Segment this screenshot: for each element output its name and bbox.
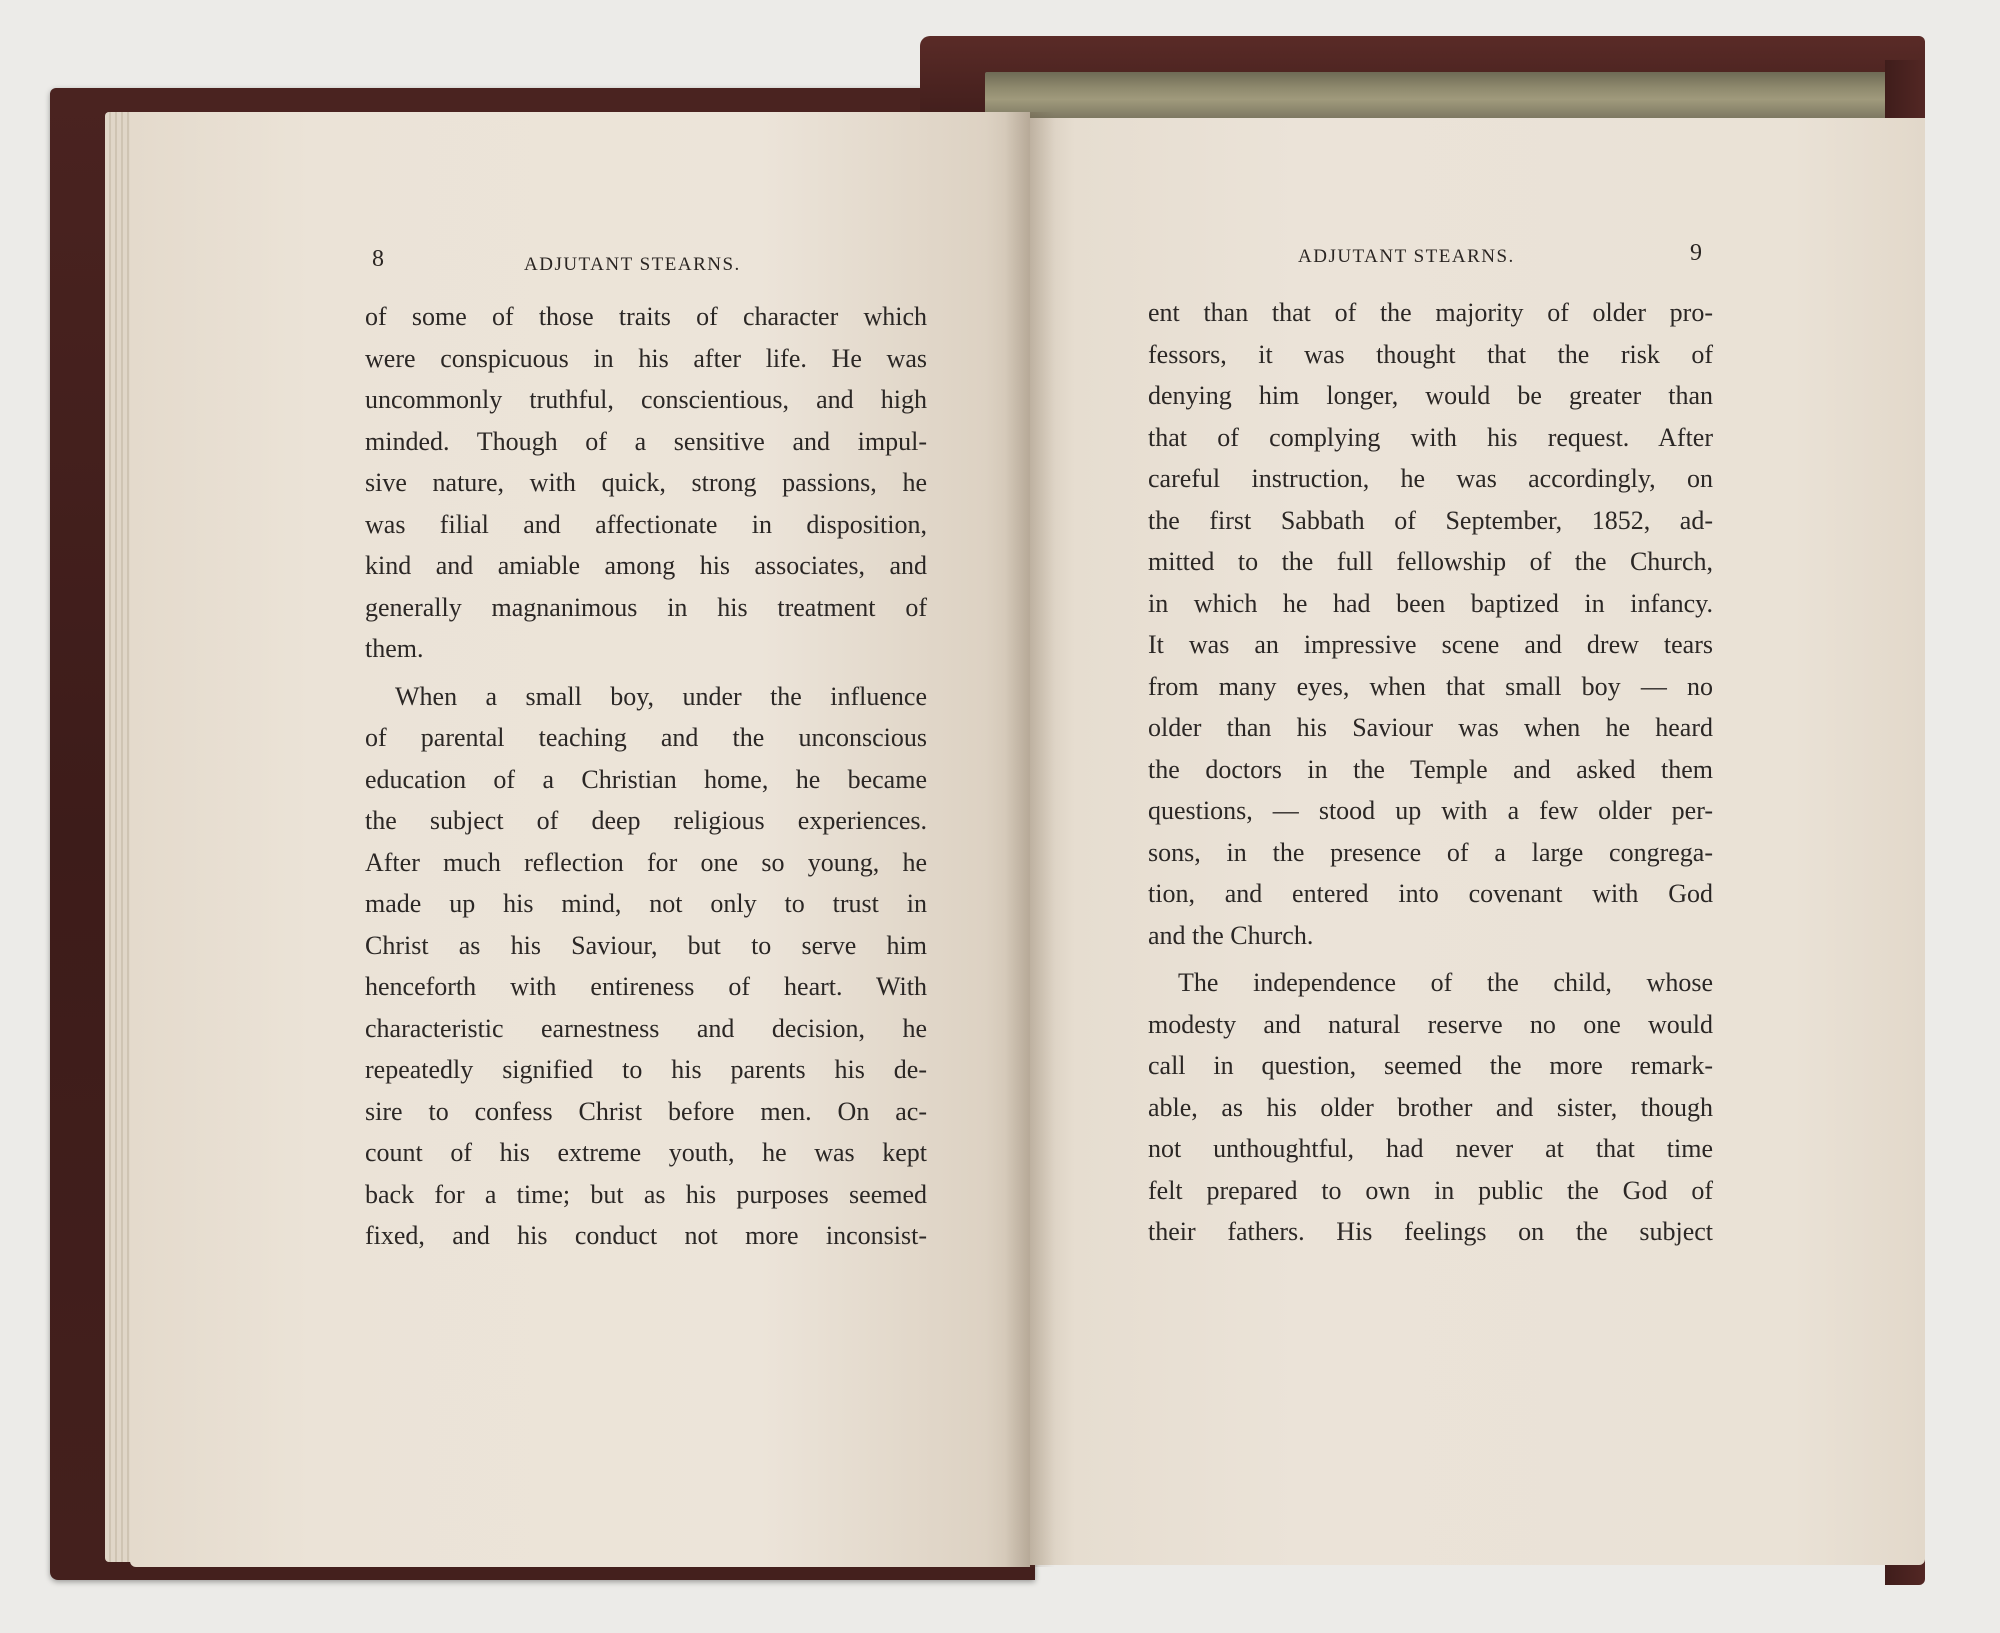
text-line: sire to confess Christ before men. On ac- — [365, 1096, 927, 1126]
text-line: back for a time; but as his purposes seemed — [365, 1179, 927, 1209]
text-line: that of complying with his request. After — [1148, 422, 1713, 452]
text-line: characteristic earnestness and decision, he — [365, 1013, 927, 1043]
text-line: education of a Christian home, he became — [365, 764, 927, 794]
right-page-number: 9 — [1690, 240, 1702, 266]
paragraph-first-line: The independence of the child, whose — [1178, 968, 1713, 997]
text-line: and the Church. — [1148, 920, 1314, 950]
text-line: tion, and entered into covenant with God — [1148, 879, 1713, 908]
text-line: careful instruction, he was accordingly, on — [1148, 464, 1713, 493]
text-line: from many eyes, when that small boy — no — [1148, 671, 1713, 701]
left-page-text — [365, 296, 927, 1257]
text-line: of parental teaching and the unconscious — [365, 723, 927, 752]
text-line: the subject of deep religious experiences. — [365, 806, 927, 835]
text-line: call in question, seemed the more remark- — [1148, 1051, 1713, 1080]
text-line: fixed, and his conduct not more inconsist- — [365, 1221, 927, 1250]
left-running-head: ADJUTANT STEARNS. — [524, 254, 741, 275]
text-line: sive nature, with quick, strong passions, he — [365, 468, 927, 497]
left-page-number: 8 — [372, 246, 384, 272]
text-line: made up his mind, not only to trust in — [365, 889, 927, 918]
gilt-page-edge — [985, 72, 1890, 118]
text-line: was filial and affectionate in disposition, — [365, 509, 927, 539]
text-line: uncommonly truthful, conscientious, and high — [365, 385, 927, 414]
text-line: older than his Saviour was when he heard — [1148, 713, 1713, 742]
text-line: mitted to the full fellowship of the Church, — [1148, 547, 1713, 576]
text-line: sons, in the presence of a large congrega- — [1148, 837, 1713, 867]
text-line: in which he had been baptized in infancy. — [1148, 588, 1713, 618]
text-line: generally magnanimous in his treatment of — [365, 592, 927, 622]
text-line: them. — [365, 634, 424, 663]
text-line: were conspicuous in his after life. He was — [365, 343, 927, 373]
right-running-head: ADJUTANT STEARNS. — [1298, 246, 1515, 267]
text-line: of some of those traits of character which — [365, 302, 927, 331]
text-line: the first Sabbath of September, 1852, ad- — [1148, 505, 1713, 535]
text-line: kind and amiable among his associates, and — [365, 551, 927, 580]
text-line: henceforth with entireness of heart. With — [365, 972, 927, 1001]
text-line: ent than that of the majority of older pro- — [1148, 298, 1713, 327]
text-line: the doctors in the Temple and asked them — [1148, 754, 1713, 784]
text-line: Christ as his Saviour, but to serve him — [365, 930, 927, 960]
text-line: denying him longer, would be greater than — [1148, 381, 1713, 410]
text-line: felt prepared to own in public the God of — [1148, 1175, 1713, 1205]
text-line: modesty and natural reserve no one would — [1148, 1009, 1713, 1039]
text-line: questions, — stood up with a few older per- — [1148, 796, 1713, 825]
text-line: minded. Though of a sensitive and impul- — [365, 426, 927, 456]
text-line: able, as his older brother and sister, though — [1148, 1092, 1713, 1122]
text-line: repeatedly signified to his parents his de- — [365, 1055, 927, 1084]
text-line: not unthoughtful, had never at that time — [1148, 1134, 1713, 1163]
text-line: fessors, it was thought that the risk of — [1148, 339, 1713, 369]
gutter-shadow — [1005, 112, 1055, 1567]
text-line: count of his extreme youth, he was kept — [365, 1138, 927, 1167]
paragraph-first-line: When a small boy, under the influence — [395, 681, 927, 711]
text-line: It was an impressive scene and drew tears — [1148, 630, 1713, 659]
text-line: their fathers. His feelings on the subject — [1148, 1217, 1713, 1246]
right-page-text — [1148, 292, 1713, 1253]
text-line: After much reflection for one so young, he — [365, 847, 927, 877]
